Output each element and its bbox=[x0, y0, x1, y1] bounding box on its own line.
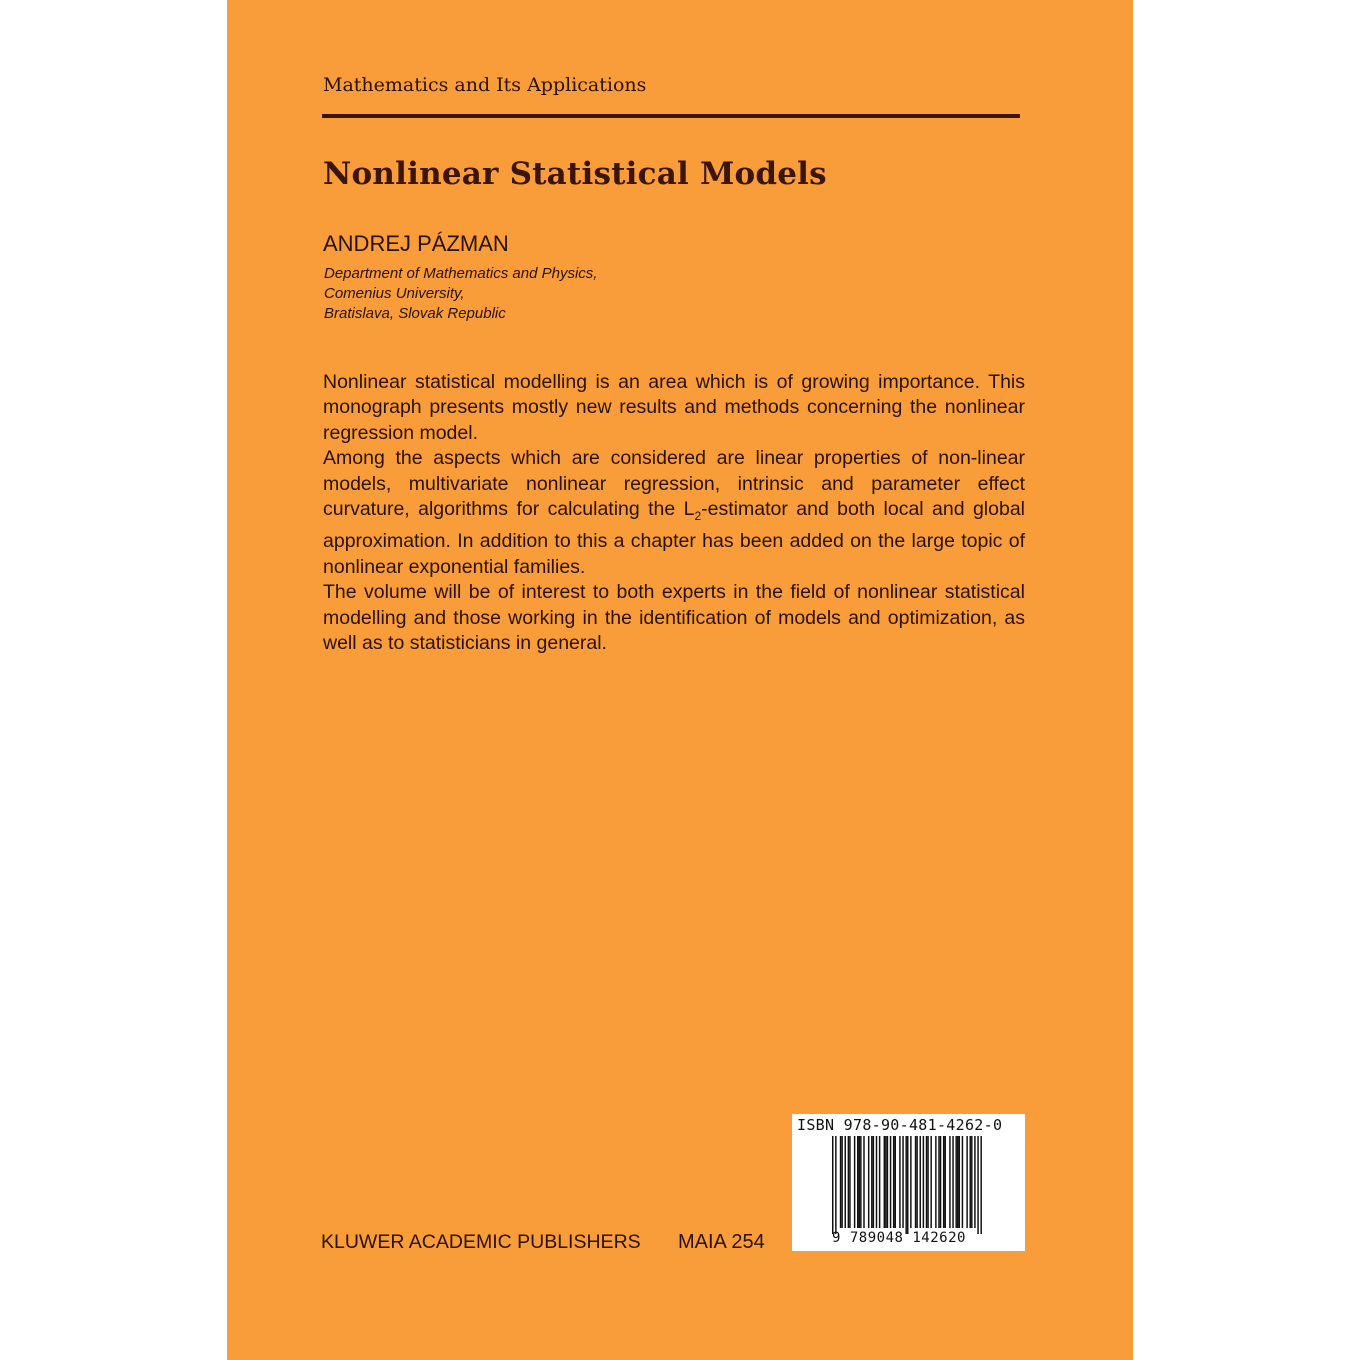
publisher-name: KLUWER ACADEMIC PUBLISHERS bbox=[321, 1231, 641, 1253]
book-title: Nonlinear Statistical Models bbox=[323, 156, 827, 192]
description-text: Among the aspects which are considered are linear properties of non-linear models, multivariate nonlinear regression, intrinsic and parameter effect curvature, algorithms for calculating the L bbox=[323, 447, 1025, 521]
barcode-image bbox=[832, 1136, 982, 1234]
description-paragraph: The volume will be of interest to both experts in the field of nonlinear statistical modelling and those working in the identification of models and optimization, as well as to statisticians in general. bbox=[323, 581, 1025, 654]
affiliation-line: Bratislava, Slovak Republic bbox=[324, 305, 506, 322]
affiliation-line: Department of Mathematics and Physics, bbox=[324, 265, 598, 282]
barcode-digits: 9 789048 142620 bbox=[832, 1230, 966, 1246]
description-text: -estimator and both local and global approximation. In addition to this a chapter has been added on the large topic of nonlinear exponential families. bbox=[323, 498, 1025, 578]
description-paragraph: Nonlinear statistical modelling is an area which is of growing importance. This monograph presents mostly new results and methods concerning the nonlinear regression model. bbox=[323, 371, 1025, 444]
series-code: MAIA 254 bbox=[678, 1231, 765, 1253]
affiliation-line: Comenius University, bbox=[324, 285, 465, 302]
barcode-label bbox=[792, 1114, 1025, 1251]
author-name: ANDREJ PÁZMAN bbox=[323, 231, 509, 256]
book-back-cover bbox=[227, 0, 1133, 1360]
author-affiliation bbox=[324, 264, 597, 324]
series-name: Mathematics and Its Applications bbox=[323, 74, 647, 96]
header-rule bbox=[322, 114, 1020, 118]
isbn-text: ISBN 978-90-481-4262-0 bbox=[797, 1116, 1003, 1134]
subscript: 2 bbox=[694, 508, 702, 523]
book-description bbox=[323, 370, 1025, 656]
description-paragraph bbox=[323, 446, 1025, 580]
